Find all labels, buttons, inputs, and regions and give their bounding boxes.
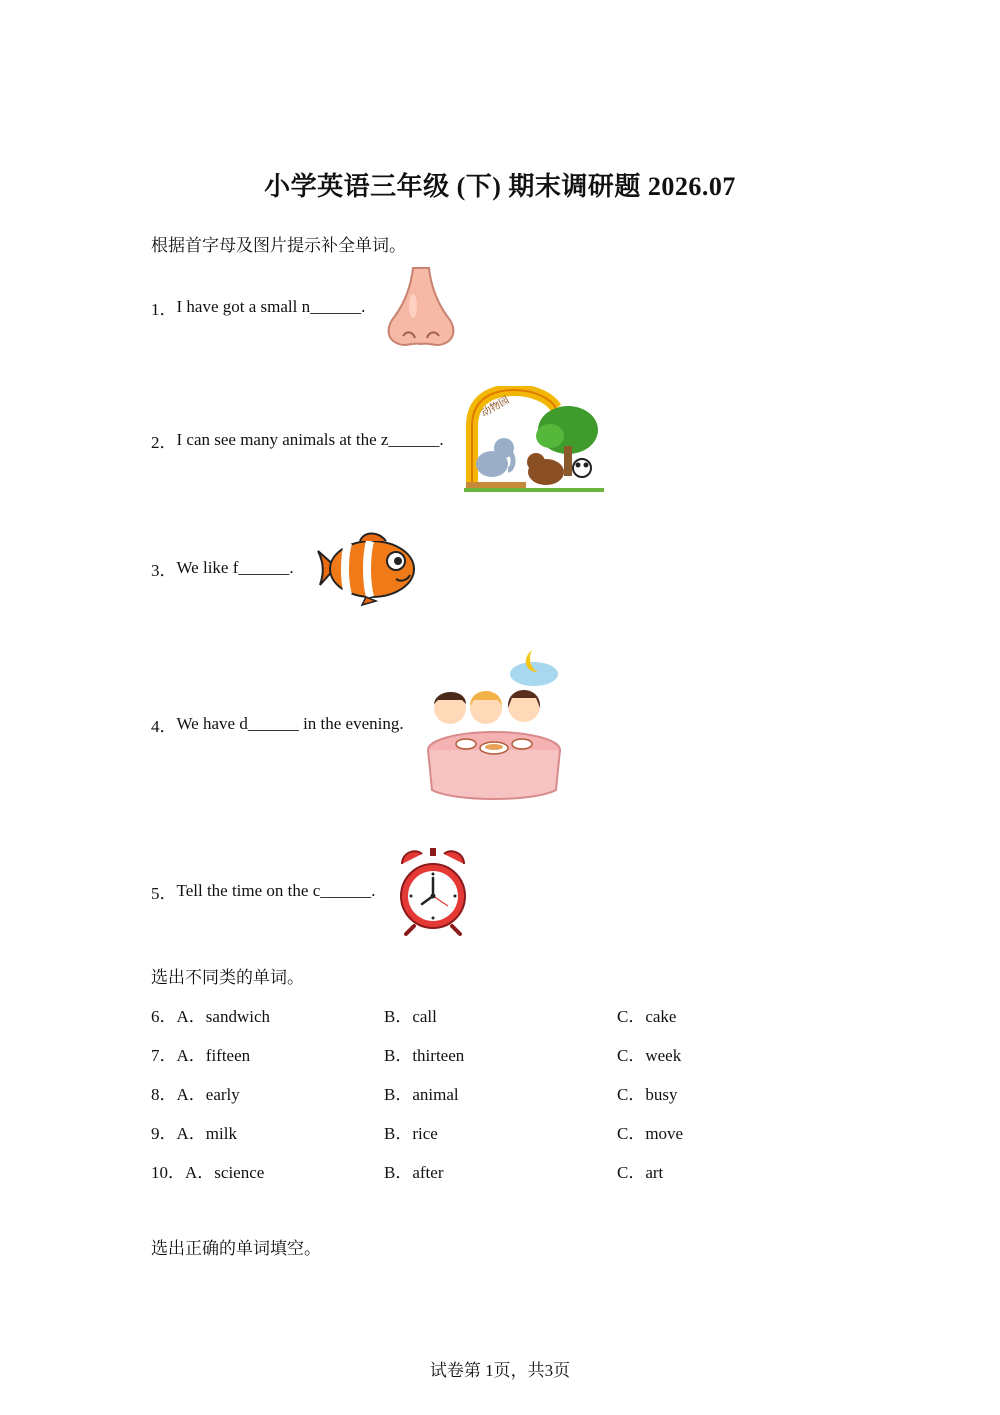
- section-heading-fill-words: 根据首字母及图片提示补全单词。: [151, 236, 406, 255]
- option-a: 9．A．milk: [151, 1124, 237, 1143]
- question-text: I can see many animals at the z______.: [176, 430, 444, 449]
- page-title: 小学英语三年级 (下) 期末调研题 2026.07: [264, 172, 736, 201]
- section-heading-fill-blank: 选出正确的单词填空。: [151, 1239, 321, 1258]
- choice-question-6: [151, 1002, 851, 1026]
- question-text: We have d______ in the evening.: [176, 714, 404, 733]
- question-text: We like f______.: [176, 558, 294, 577]
- zoo-sign-text: 动物园: [479, 394, 511, 420]
- question-number: 2．: [151, 432, 177, 452]
- question-4: [151, 646, 564, 802]
- clock-picture: [398, 846, 468, 936]
- question-number: 1．: [151, 299, 177, 319]
- zoo-picture: [464, 386, 604, 494]
- question-2: [151, 386, 604, 494]
- option-b: B．thirteen: [384, 1046, 465, 1065]
- section-heading-odd-one-out: 选出不同类的单词。: [151, 968, 304, 987]
- option-a: 8．A．early: [151, 1085, 240, 1104]
- question-text: Tell the time on the c______.: [176, 881, 376, 900]
- question-5: [151, 846, 468, 936]
- option-b: B．animal: [384, 1085, 459, 1104]
- nose-picture: [383, 266, 459, 348]
- option-c: C．cake: [617, 1007, 677, 1026]
- option-a: 10．A．science: [151, 1163, 265, 1182]
- option-a: 7．A．fifteen: [151, 1046, 251, 1065]
- choice-question-10: [151, 1158, 851, 1182]
- option-b: B．after: [384, 1163, 444, 1182]
- question-number: 5．: [151, 883, 177, 903]
- option-c: C．art: [617, 1163, 664, 1182]
- question-number: 3．: [151, 560, 177, 580]
- option-a: 6．A．sandwich: [151, 1007, 270, 1026]
- fish-picture: [314, 529, 418, 607]
- option-b: B．call: [384, 1007, 437, 1026]
- option-c: C．week: [617, 1046, 682, 1065]
- question-1: [151, 266, 459, 348]
- option-c: C．busy: [617, 1085, 678, 1104]
- page-footer: 试卷第 1页，共3页: [429, 1361, 571, 1380]
- dinner-picture: [424, 646, 564, 802]
- question-number: 4．: [151, 716, 177, 736]
- option-b: B．rice: [384, 1124, 438, 1143]
- option-c: C．move: [617, 1124, 684, 1143]
- question-3: [151, 529, 418, 607]
- question-text: I have got a small n______.: [176, 297, 366, 316]
- choice-question-8: [151, 1080, 851, 1104]
- choice-question-7: [151, 1041, 851, 1065]
- choice-question-9: [151, 1119, 851, 1143]
